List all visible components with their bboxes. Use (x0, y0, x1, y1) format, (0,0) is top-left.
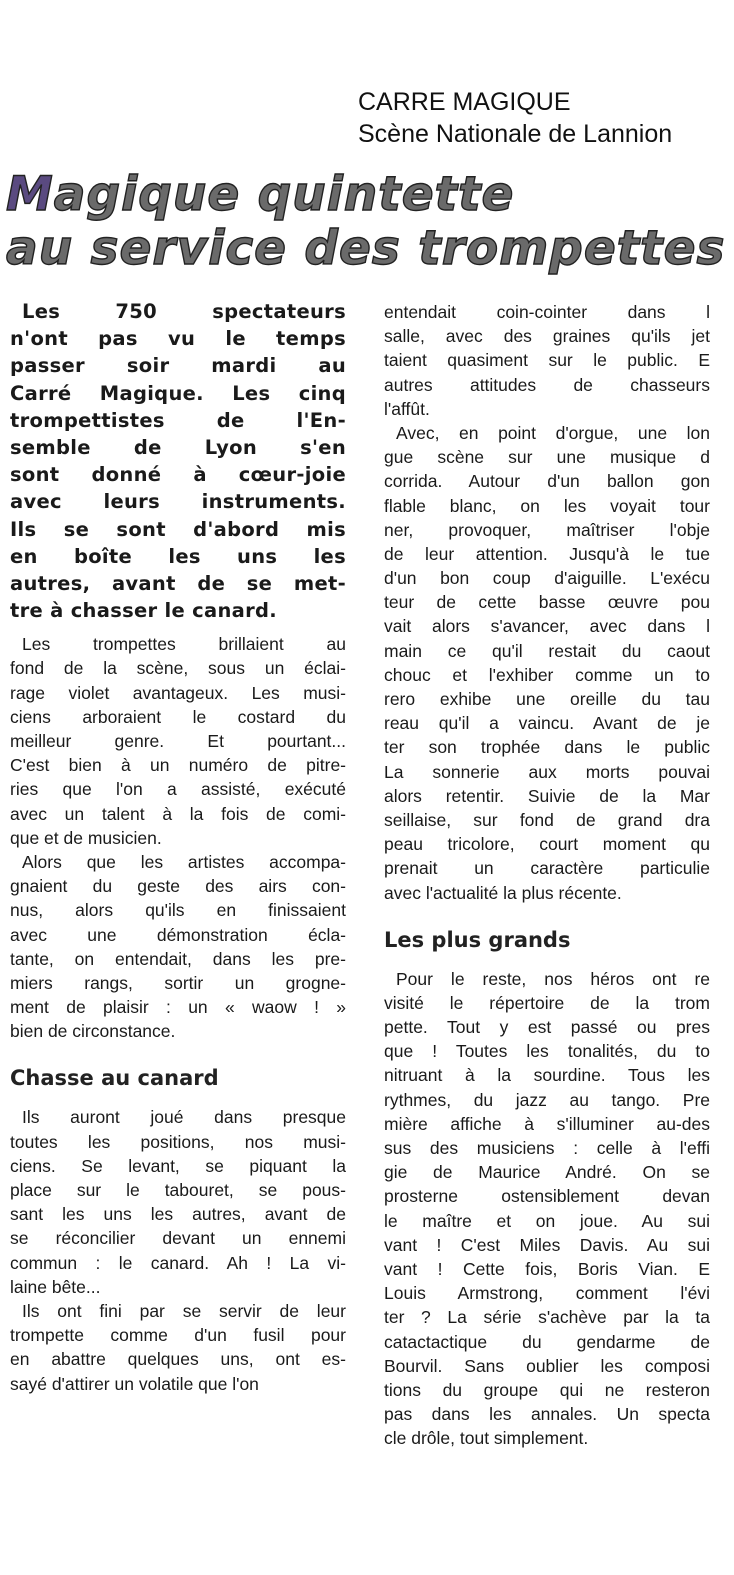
text-line: mière affiche à s'illuminer au-des (384, 1113, 710, 1134)
text-line: peau tricolore, court moment qu (384, 834, 710, 855)
text-line: Les trompettes brillaient au (22, 634, 346, 655)
text-line: vait alors s'avancer, avec dans l (384, 616, 710, 637)
text-line: passer soir mardi au (10, 354, 346, 378)
text-line: corrida. Autour d'un ballon gon (384, 471, 710, 492)
text-line: chouc et l'exhiber comme un to (384, 664, 710, 685)
text-line: Louis Armstrong, comment l'évi (384, 1283, 710, 1304)
paragraph (384, 967, 710, 1451)
text-line: sus des musiciens : celle à l'effi (384, 1138, 710, 1158)
text-line: catactactique du gendarme de (384, 1331, 710, 1352)
article-headline (6, 168, 726, 276)
paragraph (10, 850, 346, 1044)
headline-line-1 (6, 168, 726, 222)
text-line: sayé d'attirer un volatile que l'on (10, 1373, 259, 1394)
text-line: Bourvil. Sans oublier les composi (384, 1355, 710, 1376)
text-line: Ils se sont d'abord mis (10, 517, 346, 541)
text-line: en boîte les uns les (10, 544, 346, 568)
text-line: autres attitudes de chasseurs (384, 374, 710, 395)
text-line: Carré Magique. Les cinq (10, 381, 346, 405)
text-line: avec un talent à la fois de comi- (10, 803, 346, 824)
text-line: ciens. Se levant, se piquant la (10, 1155, 346, 1176)
text-line: ter ? La série s'achève par la ta (384, 1307, 710, 1328)
text-line: de leur attention. Jusqu'à le tue (384, 543, 710, 564)
text-line: ciens arboraient le costard du (10, 706, 346, 727)
text-line: pette. Tout y est passé ou pres (384, 1017, 710, 1038)
text-line: taient quasiment sur le public. E (384, 350, 710, 371)
text-line: ment de plaisir : un « waow ! » (10, 997, 346, 1018)
text-line: salle, avec des graines qu'ils jet (384, 326, 710, 347)
text-line: meilleur genre. Et pourtant... (10, 731, 346, 751)
text-line: miers rangs, sortir un grogne- (10, 972, 346, 993)
text-line: Pour le reste, nos héros ont re (396, 968, 710, 989)
text-line: pas dans les annales. Un specta (384, 1404, 710, 1425)
text-line: se réconcilier devant un ennemi (10, 1228, 346, 1249)
text-line: C'est bien à un numéro de pitre- (10, 755, 346, 776)
text-line: commun : le canard. Ah ! La vi- (10, 1252, 346, 1273)
text-line: Alors que les artistes accompa- (22, 851, 346, 872)
paragraph (10, 1105, 346, 1299)
text-line: bien de circonstance. (10, 1021, 176, 1042)
text-line: gue scène sur une musique d (384, 447, 710, 468)
text-line: fond de la scène, sous un éclai- (10, 658, 346, 679)
venue-name: CARRE MAGIQUE (358, 88, 571, 116)
text-line: ries que l'on a assisté, exécuté (10, 779, 346, 800)
text-line: avec leurs instruments. (10, 490, 346, 514)
text-line: nus, alors qu'ils en finissaient (10, 900, 346, 921)
text-line: main ce qu'il restait du caout (384, 640, 710, 661)
text-line: rythmes, du jazz au tango. Pre (384, 1089, 710, 1110)
paragraph (10, 1299, 346, 1396)
right-column (384, 300, 710, 1450)
text-line: ner, provoquer, maîtriser l'obje (384, 519, 710, 540)
text-line: teur de cette basse œuvre pou (384, 592, 710, 613)
headline-initial: M (6, 167, 54, 222)
text-line: gnaient du geste des airs con- (10, 876, 346, 897)
left-column (10, 298, 346, 1396)
text-line: trompette comme d'un fusil pour (10, 1325, 346, 1346)
text-line: l'affût. (384, 398, 430, 419)
text-line: flable blanc, on les voyait tour (384, 495, 710, 516)
text-line: tions du groupe qui ne resteron (384, 1379, 710, 1400)
text-line: nitruant à la sourdine. Tous les (384, 1065, 710, 1086)
text-line: sant les uns les autres, avant de (10, 1204, 346, 1225)
paragraph (384, 300, 710, 421)
text-line: vant ! C'est Miles Davis. Au sui (384, 1234, 710, 1255)
text-line: le maître et on joue. Au sui (384, 1210, 710, 1231)
headline-line-2: au service des trompettes (6, 221, 726, 276)
text-line: Avec, en point d'orgue, une lon (396, 422, 710, 443)
text-line: vant ! Cette fois, Boris Vian. E (384, 1258, 710, 1279)
text-line: semble de Lyon s'en (10, 435, 346, 459)
text-line: d'un bon coup d'aiguille. L'exécu (384, 568, 710, 589)
venue-header (358, 86, 672, 150)
text-line: trompettistes de l'En- (10, 408, 346, 432)
lead-paragraph (10, 298, 346, 624)
paragraph (10, 632, 346, 850)
text-line: entendait coin-cointer dans l (384, 302, 710, 322)
text-line: prenait un caractère particulie (384, 858, 710, 879)
subheading-chasse: Chasse au canard (10, 1066, 219, 1091)
text-line: visité le répertoire de la trom (384, 992, 710, 1013)
text-line: tre à chasser le canard. (10, 599, 277, 623)
subheading-plus-grands: Les plus grands (384, 927, 571, 952)
text-line: Ils auront joué dans presque (22, 1107, 346, 1128)
text-line: Ils ont fini par se servir de leur (22, 1300, 346, 1321)
text-line: avec l'actualité la plus récente. (384, 882, 622, 903)
text-line: seillaise, sur fond de grand dra (384, 809, 710, 830)
text-line: ter son trophée dans le public (384, 737, 710, 758)
text-line: gie de Maurice André. On se (384, 1162, 710, 1183)
text-line: tante, on entendait, dans les pre- (10, 948, 346, 969)
text-line: avec une démonstration écla- (10, 924, 346, 945)
text-line: en abattre quelques uns, ont es- (10, 1349, 346, 1370)
text-line: rage violet avantageux. Les musi- (10, 682, 346, 703)
text-line: cle drôle, tout simplement. (384, 1428, 589, 1449)
text-line: que ! Toutes les tonalités, du to (384, 1041, 710, 1062)
text-line: autres, avant de se met- (10, 571, 346, 595)
text-line: rero exhibe une oreille du tau (384, 689, 710, 709)
paragraph (384, 421, 710, 905)
headline-line-1-text: agique quintette (53, 167, 515, 222)
text-line: La sonnerie aux morts pouvai (384, 761, 710, 782)
text-line: Les 750 spectateurs (22, 300, 346, 323)
venue-subtitle: Scène Nationale de Lannion (358, 120, 673, 148)
text-line: toutes les positions, nos musi- (10, 1131, 346, 1152)
text-line: n'ont pas vu le temps (10, 327, 346, 351)
text-line: alors retentir. Suivie de la Mar (384, 785, 710, 806)
text-line: que et de musicien. (10, 827, 162, 848)
text-line: sont donné à cœur-joie (10, 463, 346, 487)
text-line: prosterne ostensiblement devan (384, 1186, 710, 1207)
text-line: laine bête... (10, 1276, 101, 1297)
text-line: reau qu'il a vaincu. Avant de je (384, 713, 710, 734)
text-line: place sur le tabouret, se pous- (10, 1180, 346, 1200)
